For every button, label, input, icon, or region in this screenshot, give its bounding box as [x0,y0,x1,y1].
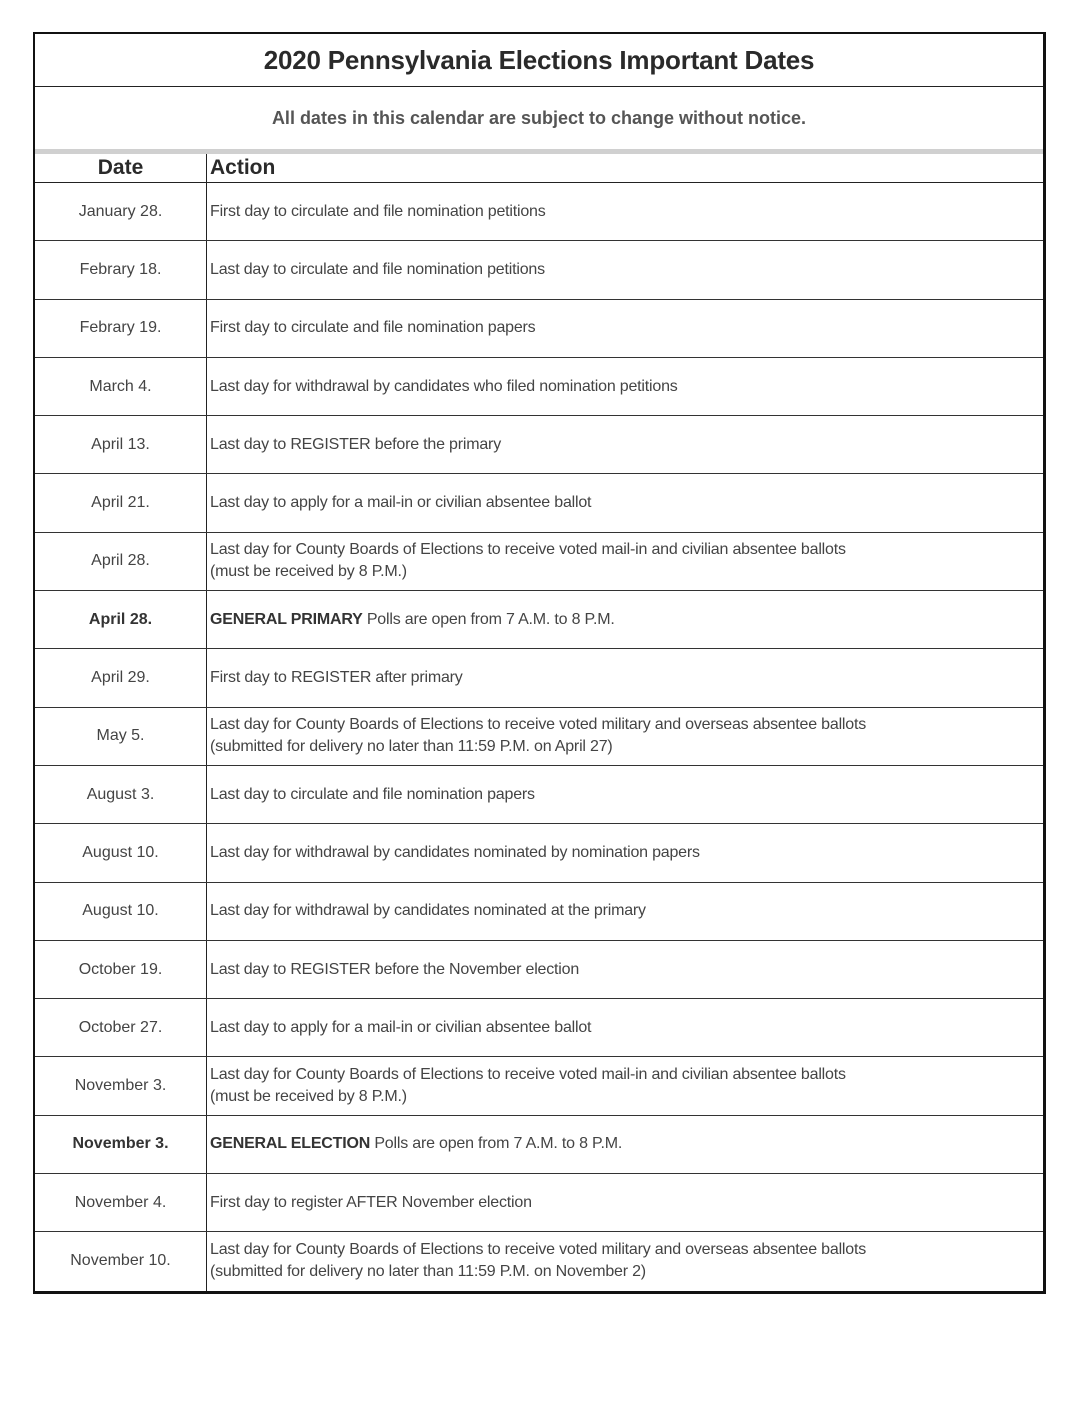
event-name: GENERAL PRIMARY [210,610,363,628]
action-line [210,959,1043,981]
table-row [35,1116,1043,1174]
action-text: Last day to apply for a mail-in or civilian absentee ballot [210,1018,592,1036]
disclaimer-text: All dates in this calendar are subject to change without notice. [271,107,807,128]
date-cell: November 3. [35,1116,207,1173]
action-line [210,667,1043,689]
table-row [35,766,1043,824]
action-text: Last day for withdrawal by candidates nominated by nomination papers [210,843,700,861]
date-cell: April 13. [35,416,207,473]
date-cell: August 10. [35,824,207,881]
column-header-action: Action [210,156,276,179]
action-text: Last day to circulate and file nomination papers [210,785,535,803]
action-line [210,434,1043,456]
action-line [210,842,1043,864]
table-row [35,591,1043,649]
action-text: First day to REGISTER after primary [210,669,463,687]
table-row [35,1174,1043,1232]
action-line [210,317,1043,339]
date-cell: November 10. [35,1232,207,1290]
action-cell [207,649,1043,706]
action-cell [207,1232,1043,1290]
table-body [35,183,1043,1291]
date-cell: October 19. [35,941,207,998]
action-cell [207,1174,1043,1231]
date-cell: April 21. [35,474,207,531]
action-cell [207,999,1043,1056]
table-row [35,708,1043,766]
action-note: (submitted for delivery no later than 11:59 P.M. on November 2) [210,1263,646,1281]
action-text: First day to circulate and file nomination petitions [210,202,546,220]
date-cell: April 29. [35,649,207,706]
date-cell: November 3. [35,1057,207,1114]
table-row [35,416,1043,474]
action-line [210,609,1043,631]
action-note: (must be received by 8 P.M.) [210,1088,407,1106]
action-cell [207,183,1043,240]
action-line [210,1064,1043,1086]
action-line [210,1192,1043,1214]
action-text: Last day to REGISTER before the primary [210,435,501,453]
action-cell [207,766,1043,823]
date-cell: August 3. [35,766,207,823]
action-line [210,492,1043,514]
action-text: Last day to circulate and file nomination petitions [210,260,545,278]
elections-dates-table [33,32,1046,1294]
action-cell [207,241,1043,298]
date-cell: March 4. [35,358,207,415]
title-row [35,34,1043,87]
action-text: Last day for County Boards of Elections to receive voted military and overseas absentee ballots [210,716,867,734]
action-cell [207,533,1043,590]
action-line [210,784,1043,806]
date-cell: April 28. [35,591,207,648]
date-cell: Febrary 19. [35,300,207,357]
action-cell [207,883,1043,940]
action-line [210,376,1043,398]
action-text: Last day for withdrawal by candidates who filed nomination petitions [210,377,678,395]
action-line [210,539,1043,561]
action-line [210,259,1043,281]
action-cell [207,358,1043,415]
column-header-date: Date [35,154,207,182]
action-cell [207,941,1043,998]
date-cell: August 10. [35,883,207,940]
action-line [210,1133,1043,1155]
action-cell [207,1116,1043,1173]
table-row [35,183,1043,241]
action-note: (must be received by 8 P.M.) [210,563,407,581]
action-cell [207,824,1043,881]
action-text: First day to register AFTER November election [210,1193,532,1211]
action-text: First day to circulate and file nomination papers [210,319,536,337]
date-cell: Febrary 18. [35,241,207,298]
action-text: Polls are open from 7 A.M. to 8 P.M. [370,1135,623,1153]
table-row [35,883,1043,941]
table-row [35,474,1043,532]
action-cell [207,708,1043,765]
table-row [35,300,1043,358]
action-text: Last day for County Boards of Elections to receive voted mail-in and civilian absentee ballots [210,1066,846,1084]
action-line [210,1239,1043,1261]
action-text: Last day to apply for a mail-in or civilian absentee ballot [210,494,592,512]
action-text: Last day for County Boards of Elections to receive voted military and overseas absentee ballots [210,1241,867,1259]
table-row [35,1232,1043,1290]
action-line [210,1017,1043,1039]
action-cell [207,300,1043,357]
date-cell: November 4. [35,1174,207,1231]
table-header [35,154,1043,183]
date-cell: May 5. [35,708,207,765]
date-cell: January 28. [35,183,207,240]
action-cell [207,416,1043,473]
action-line [210,201,1043,223]
subtitle-row [35,87,1043,154]
table-row [35,999,1043,1057]
date-cell: October 27. [35,999,207,1056]
action-text: Last day to REGISTER before the November election [210,960,580,978]
table-row [35,824,1043,882]
table-row [35,358,1043,416]
action-text: Last day for withdrawal by candidates nominated at the primary [210,902,646,920]
page-title: 2020 Pennsylvania Elections Important Dates [263,44,815,75]
action-note: (submitted for delivery no later than 11:59 P.M. on April 27) [210,738,613,756]
table-row [35,533,1043,591]
action-cell [207,1057,1043,1114]
table-row [35,1057,1043,1115]
table-row [35,941,1043,999]
action-text: Polls are open from 7 A.M. to 8 P.M. [362,610,615,628]
table-row [35,241,1043,299]
table-row [35,649,1043,707]
action-text: Last day for County Boards of Elections to receive voted mail-in and civilian absentee ballots [210,541,846,559]
date-cell: April 28. [35,533,207,590]
action-line [210,900,1043,922]
action-cell [207,474,1043,531]
event-name: GENERAL ELECTION [210,1135,371,1153]
action-cell [207,591,1043,648]
action-line [210,714,1043,736]
